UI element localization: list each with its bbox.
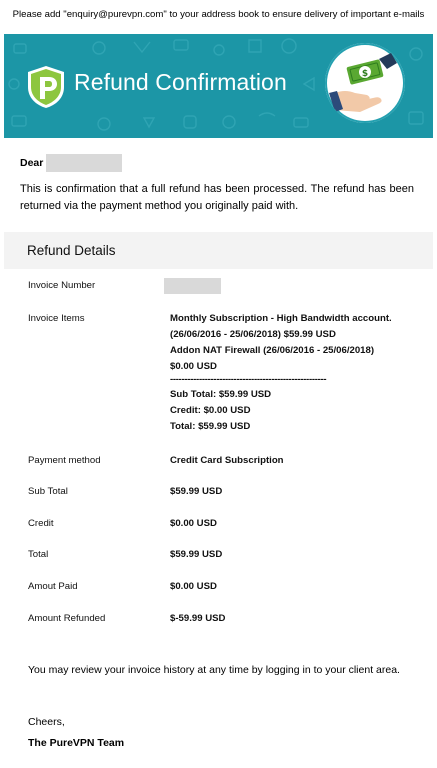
- invoice-items-label: Invoice Items: [28, 313, 85, 324]
- amount-refunded-label: Amount Refunded: [28, 613, 106, 624]
- credit-label: Credit: [28, 518, 54, 529]
- amount-paid-label: Amout Paid: [28, 581, 78, 592]
- invoice-items-list: [170, 311, 420, 435]
- total-label: Total: [28, 549, 49, 560]
- refund-illustration: [325, 43, 405, 123]
- money-in-hand-icon: [325, 43, 405, 123]
- amount-paid-value: $0.00 USD: [170, 581, 217, 592]
- invoice-item-line: Addon NAT Firewall (26/06/2016 - 25/06/2018): [170, 345, 375, 356]
- total-value: $59.99 USD: [170, 549, 223, 560]
- payment-method-value: Credit Card Subscription: [170, 455, 284, 466]
- invoice-item-line: $0.00 USD: [170, 361, 217, 372]
- sign-off: Cheers,: [28, 716, 65, 728]
- header-banner: [4, 34, 433, 138]
- purevpn-shield-logo-icon: [25, 65, 67, 109]
- redacted-customer-name: [46, 154, 122, 172]
- greeting: Dear: [20, 157, 44, 169]
- invoice-history-note: You may review your invoice history at any time by logging in to your client area.: [28, 664, 400, 676]
- sub-total-value: $59.99 USD: [170, 486, 223, 497]
- credit-value: $0.00 USD: [170, 518, 217, 529]
- intro-paragraph: This is confirmation that a full refund has been processed. The refund has been returned via the payment method you originally paid with.: [20, 183, 414, 212]
- refund-details-title: Refund Details: [27, 243, 116, 258]
- sub-total-label: Sub Total: [28, 486, 68, 497]
- banner-title: Refund Confirmation: [74, 69, 287, 95]
- amount-refunded-value: $-59.99 USD: [170, 613, 226, 624]
- invoice-item-line: Monthly Subscription - High Bandwidth account.: [170, 313, 392, 324]
- redacted-invoice-number: [164, 278, 221, 294]
- svg-text:$: $: [361, 69, 369, 79]
- invoice-credit: Credit: $0.00 USD: [170, 405, 251, 416]
- invoice-subtotal: Sub Total: $59.99 USD: [170, 389, 272, 400]
- invoice-separator: ------------------------------------------------------: [170, 374, 327, 385]
- invoice-total: Total: $59.99 USD: [170, 421, 251, 432]
- refund-details-header: [4, 232, 433, 269]
- payment-method-label: Payment method: [28, 455, 101, 466]
- team-signature: The PureVPN Team: [28, 737, 125, 749]
- invoice-number-label: Invoice Number: [28, 280, 96, 291]
- address-book-notice: Please add "enquiry@purevpn.com" to your address book to ensure delivery of important e-mails: [12, 9, 425, 20]
- invoice-item-line: (26/06/2016 - 25/06/2018) $59.99 USD: [170, 329, 336, 340]
